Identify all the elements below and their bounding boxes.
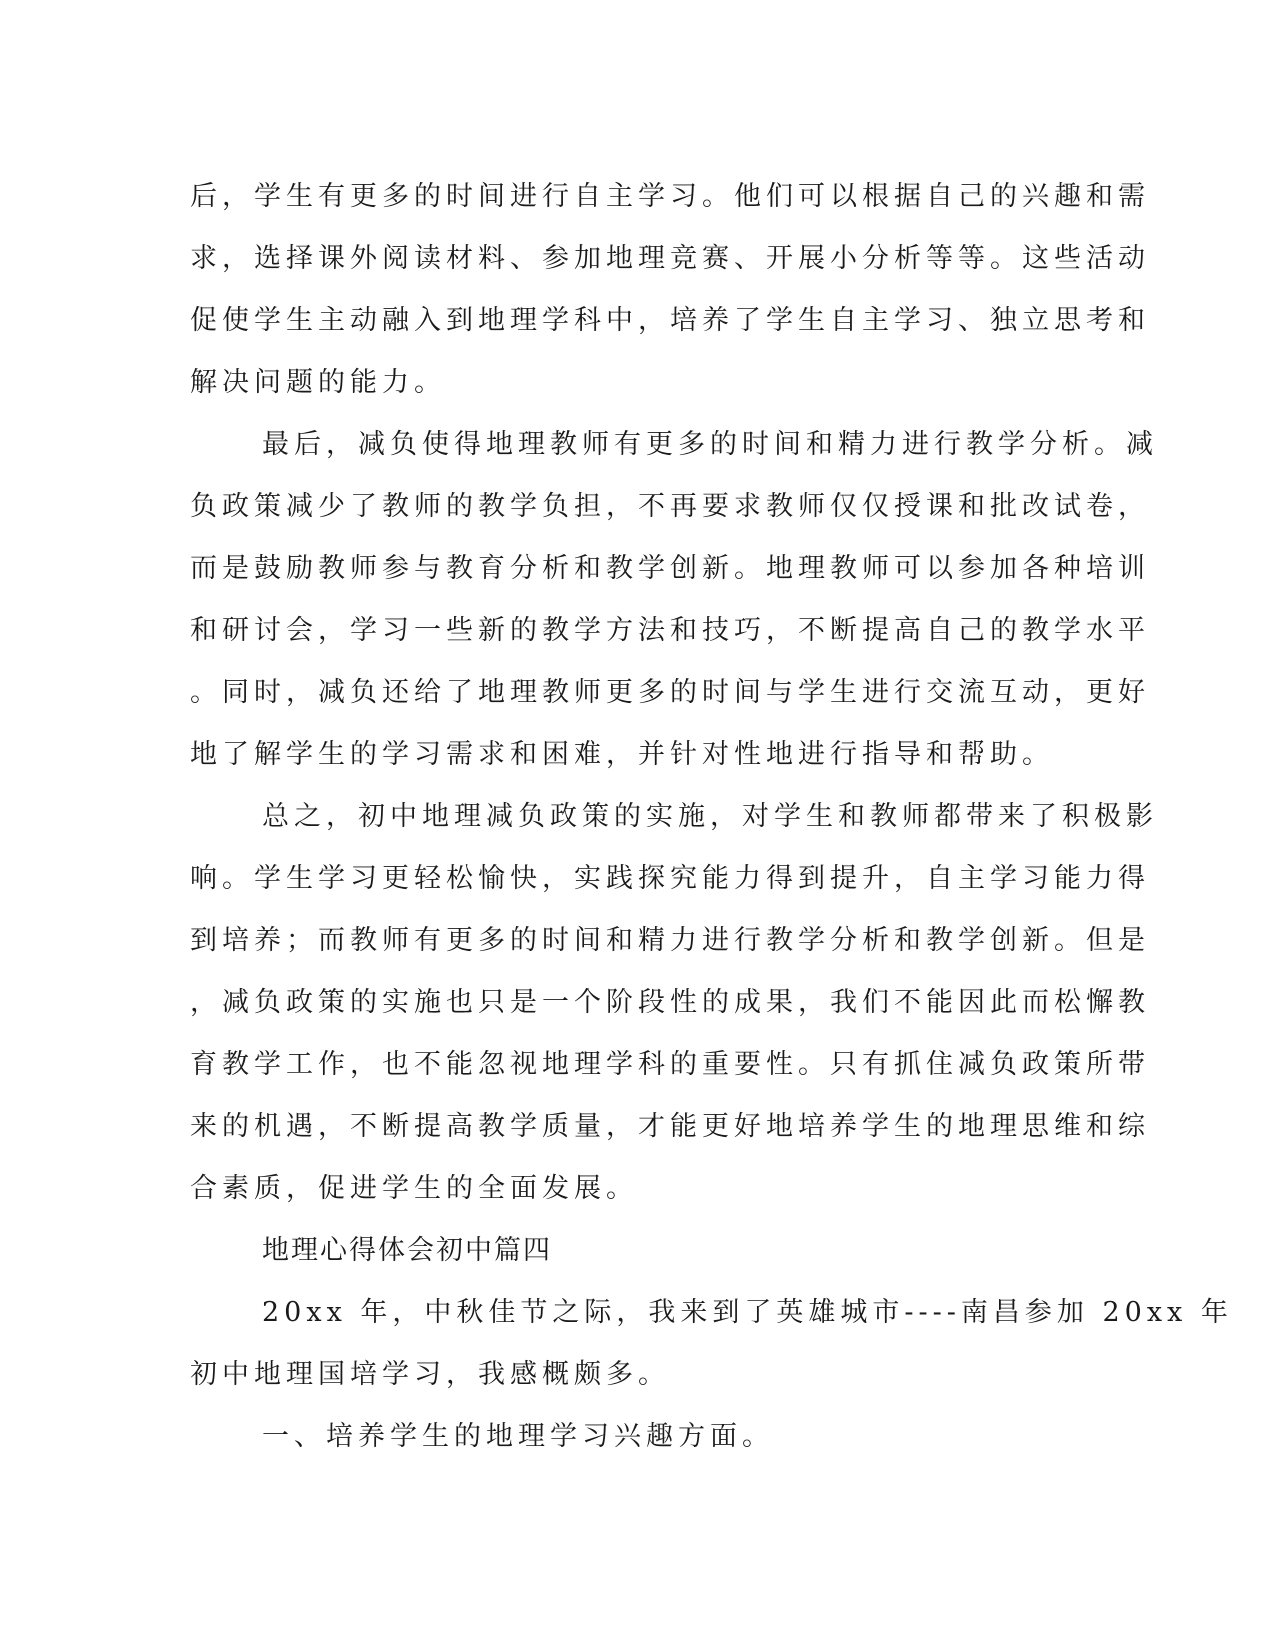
- section-heading: 地理心得体会初中篇四: [262, 1235, 552, 1266]
- text-line: 响。学生学习更轻松愉快，实践探究能力得到提升，自主学习能力得: [190, 863, 1150, 894]
- text-line: 20xx 年，中秋佳节之际，我来到了英雄城市----南昌参加 20xx 年: [262, 1297, 1233, 1328]
- text-line: 促使学生主动融入到地理学科中，培养了学生自主学习、独立思考和: [190, 305, 1150, 336]
- text-line: 和研讨会，学习一些新的教学方法和技巧，不断提高自己的教学水平: [190, 615, 1150, 646]
- text-line: 地了解学生的学习需求和困难，并针对性地进行指导和帮助。: [190, 739, 1054, 770]
- text-line: 最后，减负使得地理教师有更多的时间和精力进行教学分析。减: [262, 429, 1158, 460]
- text-line: 负政策减少了教师的教学负担，不再要求教师仅仅授课和批改试卷，: [190, 491, 1150, 522]
- text-line: 育教学工作，也不能忽视地理学科的重要性。只有抓住减负政策所带: [190, 1049, 1150, 1080]
- text-line: 。同时，减负还给了地理教师更多的时间与学生进行交流互动，更好: [190, 677, 1150, 708]
- document-body: [190, 166, 1233, 1468]
- text-line: 一、培养学生的地理学习兴趣方面。: [262, 1421, 774, 1452]
- text-line: ，减负政策的实施也只是一个阶段性的成果，我们不能因此而松懈教: [190, 987, 1150, 1018]
- text-line: 求，选择课外阅读材料、参加地理竞赛、开展小分析等等。这些活动: [190, 243, 1150, 274]
- text-line: 后，学生有更多的时间进行自主学习。他们可以根据自己的兴趣和需: [190, 181, 1150, 212]
- text-line: 初中地理国培学习，我感概颇多。: [190, 1359, 670, 1390]
- text-line: 到培养；而教师有更多的时间和精力进行教学分析和教学创新。但是: [190, 925, 1150, 956]
- text-line: 总之，初中地理减负政策的实施，对学生和教师都带来了积极影: [262, 801, 1158, 832]
- text-line: 而是鼓励教师参与教育分析和教学创新。地理教师可以参加各种培训: [190, 553, 1150, 584]
- text-line: 解决问题的能力。: [190, 367, 446, 398]
- text-line: 合素质，促进学生的全面发展。: [190, 1173, 638, 1204]
- text-line: 来的机遇，不断提高教学质量，才能更好地培养学生的地理思维和综: [190, 1111, 1150, 1142]
